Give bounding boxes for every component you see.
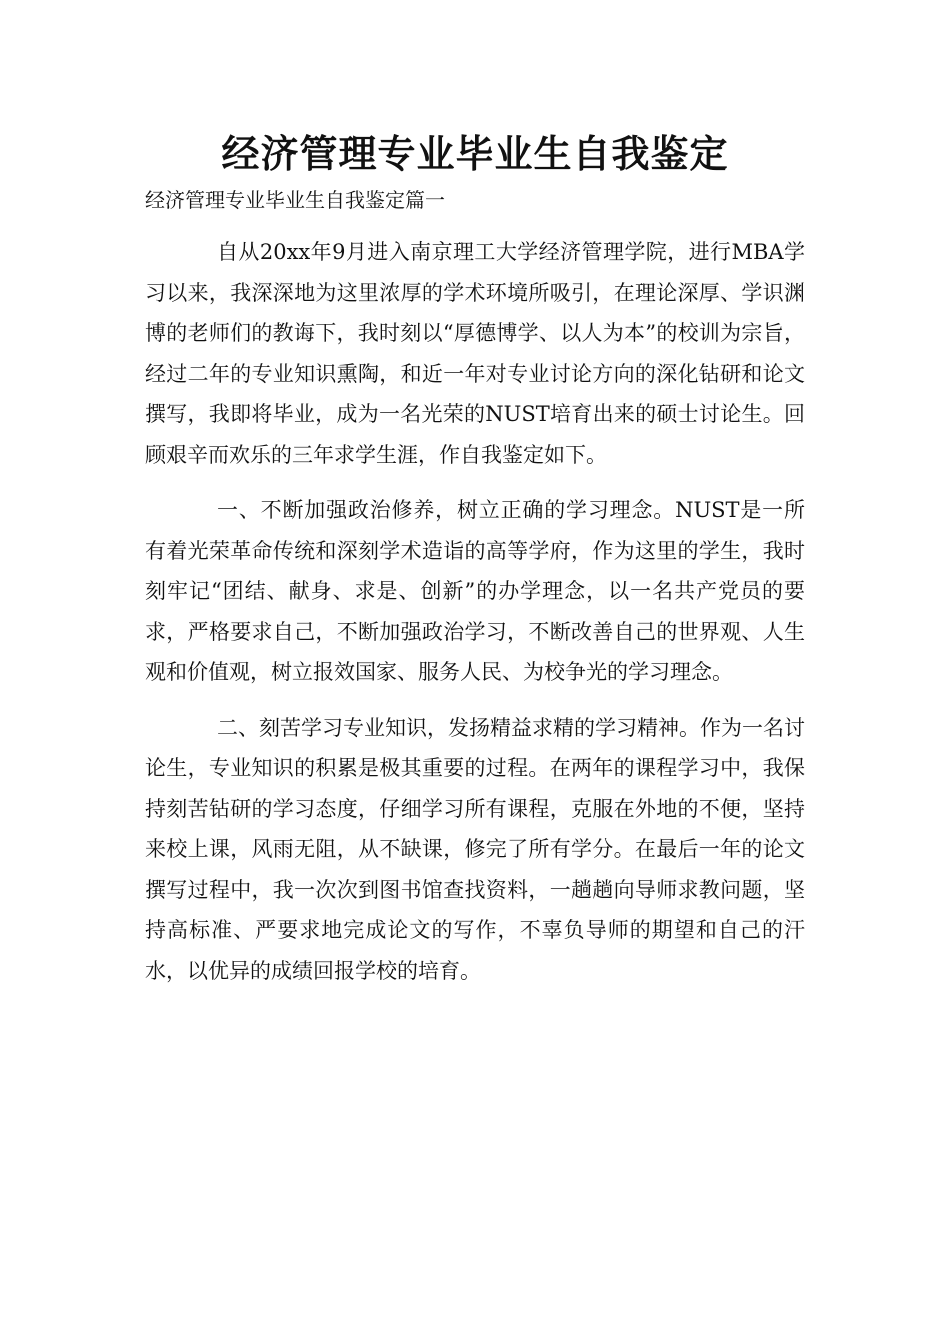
paragraph-intro: 自从20xx年9月进入南京理工大学经济管理学院，进行MBA学习以来，我深深地为这里浓厚的学术环境所吸引，在理论深厚、学识渊博的老师们的教诲下，我时刻以“厚德博学、以人为本”的校训为宗旨，经过二年的专业知识熏陶，和近一年对专业讨论方向的深化钻研和论文撰写，我即将毕业，成为一名光荣的NUST培育出来的硕士讨论生。回顾艰辛而欢乐的三年求学生涯，作自我鉴定如下。 bbox=[145, 240, 805, 467]
paragraph-political-cultivation: 一、不断加强政治修养，树立正确的学习理念。NUST是一所有着光荣革命传统和深刻学术造诣的高等学府，作为这里的学生，我时刻牢记“团结、献身、求是、创新”的办学理念，以一名共产党员的要求，严格要求自己，不断加强政治学习，不断改善自己的世界观、人生观和价值观，树立报效国家、服务人民、为校争光的学习理念。 bbox=[145, 498, 805, 684]
document-body bbox=[145, 232, 805, 1006]
document-title: 经济管理专业毕业生自我鉴定 bbox=[221, 132, 729, 176]
paragraph-professional-study: 二、刻苦学习专业知识，发扬精益求精的学习精神。作为一名讨论生，专业知识的积累是极其重要的过程。在两年的课程学习中，我保持刻苦钻研的学习态度，仔细学习所有课程，克服在外地的不便，坚持来校上课，风雨无阻，从不缺课，修完了所有学分。在最后一年的论文撰写过程中，我一次次到图书馆查找资料，一趟趟向导师求教问题，坚持高标准、严要求地完成论文的写作，不辜负导师的期望和自己的汗水，以优异的成绩回报学校的培育。 bbox=[145, 715, 805, 983]
document-subtitle: 经济管理专业毕业生自我鉴定篇一 bbox=[145, 188, 445, 212]
